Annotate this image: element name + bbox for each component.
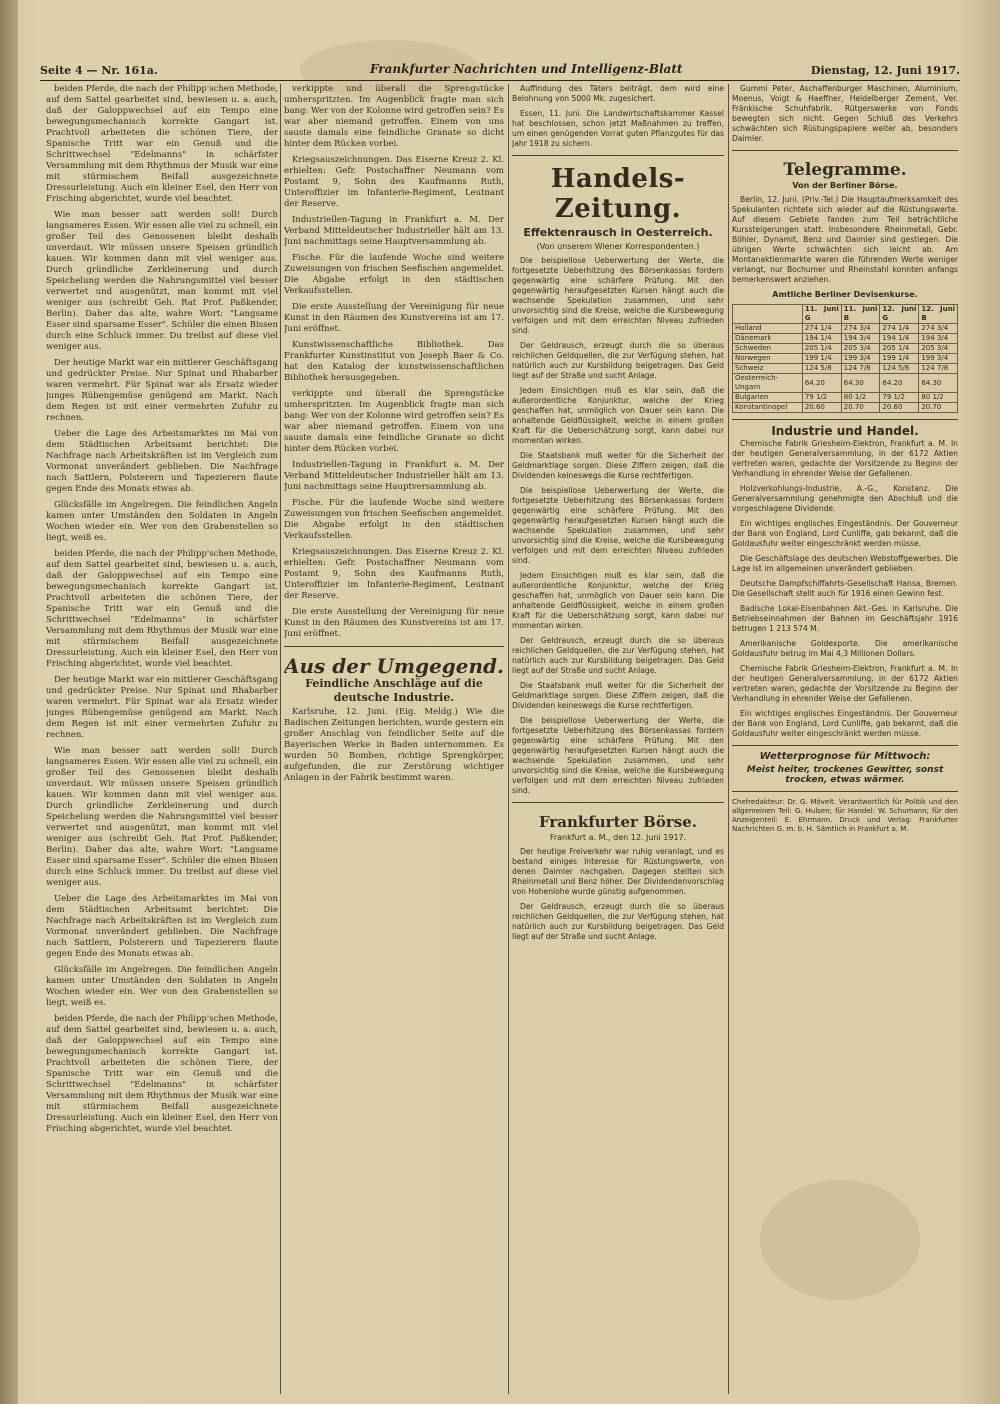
table-cell: 199 1/4 (880, 354, 919, 364)
section-divider (732, 745, 958, 746)
section-divider (732, 791, 958, 792)
article-paragraph: beiden Pferde, die nach der Philipp'schen Methode, auf dem Sattel gearbeitet sind, bewiesen u. a. auch, daß der Galoppwechsel auf ein Tempo eine bewegungsmechanisch korrekte Gangart ist. Prachtvoll arbeiteten die schönen Tiere, der Spanische Tritt war ein Genuß und die Schrittwechsel "Edelmanns" in schärfster Versammlung mit dem Rhythmus der Musik war eine mit stürmischem Beifall ausgezeichnete Dressurleistung. Auch ein kleiner Esel, den Herr von Frisching abgerichtet, wurde viel beachtet. (46, 549, 278, 669)
table-cell: 205 1/4 (802, 344, 841, 354)
article-paragraph: Der heutige Markt war ein mittlerer Geschäftsgang und gedrückter Preise. Nur Spinat und Rhabarber waren vermehrt. Für Spinat war als Ersatz wieder junges Rübengemüse genügend am Markt. Nach dem Regen ist mit einer vermehrten Zufuhr zu rechnen. (46, 358, 278, 423)
article-paragraph: verkippte und überall die Sprengstücke umherspritzten. Im Augenblick fragte man sich bang: Wer von der Kolonne wird getroffen sein? Es war aber niemand getroffen. Einem von uns sauste damals eine feindliche Granate so dicht hinter dem Rücken vorbei. (284, 84, 504, 149)
table-header-cell: 11. Juni B (841, 305, 880, 324)
section-divider (284, 646, 504, 647)
column-3 (512, 84, 724, 1396)
article-paragraph: Der Geldrausch, erzeugt durch die so überaus reichlichen Geldquellen, die zur Verfügung stehen, hat natürlich auch zur Kursbildung beigetragen. Das Geld liegt auf der Straße und sucht Anlage. (512, 902, 724, 941)
article-paragraph: beiden Pferde, die nach der Philipp'schen Methode, auf dem Sattel gearbeitet sind, bewiesen u. a. auch, daß der Galoppwechsel auf ein Tempo eine bewegungsmechanisch korrekte Gangart ist. Prachtvoll arbeiteten die schönen Tiere, der Spanische Tritt war ein Genuß und die Schrittwechsel "Edelmanns" in schärfster Versammlung mit dem Rhythmus der Musik war eine mit stürmischem Beifall ausgezeichnete Dressurleistung. Auch ein kleiner Esel, den Herr von Frisching abgerichtet, wurde viel beachtet. (46, 84, 278, 204)
article-paragraph: Die erste Ausstellung der Vereinigung für neue Kunst in den Räumen des Kunstvereins ist am 17. Juni eröffnet. (284, 607, 504, 639)
table-header-cell (733, 305, 803, 324)
table-cell: 205 1/4 (880, 344, 919, 354)
article-paragraph: Fische. Für die laufende Woche sind weitere Zuweisungen von frischen Seefischen angemeldet. Die Abgabe erfolgt in den städtischen Verkaufsstellen. (284, 253, 504, 296)
page-header (40, 58, 960, 81)
table-cell: 124 5/8 (802, 364, 841, 374)
column-rule (508, 84, 509, 1394)
book-spine (0, 0, 18, 1404)
column-rule (280, 84, 281, 1394)
article-paragraph: Wie man besser satt werden soll! Durch langsameres Essen. Wir essen alle viel zu schnell, ein großer Teil des Genossenen bleibt deshalb unverdaut. Wir müssen unsere Speisen gründlich kauen. Wir kommen dann mit viel weniger aus. Durch gründliche Zerkleinerung und durch Speichelung werden die Nahrungsmittel viel besser verwertet und ausgenützt, man kommt mit viel weniger aus (schreibt Geh. Rat Prof. Paßkender, Berlin). Daher das alte, wahre Wort: "Langsame Esser sind sparsame Esser". Schüler die einen Bissen durch eine Schluck immer. Du treibst auf diese viel weniger aus. (46, 210, 278, 352)
article-paragraph: Kriegsauszeichnungen. Das Eiserne Kreuz 2. Kl. erhielten: Gefr. Postschaffner Neumann vom Postamt 9, Sohn des Kaufmanns Ruth, Unteroffizier im Infanterie-Regiment, Leutnant der Reserve. (284, 547, 504, 601)
section-divider (512, 802, 724, 803)
byline: (Von unserem Wiener Korrespondenten.) (536, 242, 700, 251)
table-header-cell: 11. Juni G (802, 305, 841, 324)
table-cell: 80 1/2 (919, 393, 958, 403)
article-paragraph: Deutsche Dampfschiffahrts-Gesellschaft Hansa, Bremen. Die Gesellschaft stellt auch für 1916 einen Gewinn fest. (732, 579, 958, 598)
table-cell: Dänemark (733, 334, 803, 344)
article-paragraph: Fische. Für die laufende Woche sind weitere Zuweisungen von frischen Seefischen angemeldet. Die Abgabe erfolgt in den städtischen Verkaufsstellen. (284, 498, 504, 541)
weather-heading: Wetterprognose für Mittwoch: (759, 751, 931, 762)
table-cell: 64.30 (919, 374, 958, 393)
weather-forecast: Meist heiter, trockenes Gewitter, sonst trocken, etwas wärmer. (746, 765, 944, 785)
article-paragraph: Wie man besser satt werden soll! Durch langsameres Essen. Wir essen alle viel zu schnell, ein großer Teil des Genossenen bleibt deshalb unverdaut. Wir müssen unsere Speisen gründlich kauen. Wir kommen dann mit viel weniger aus. Durch gründliche Zerkleinerung und durch Speichelung werden die Nahrungsmittel viel besser verwertet und ausgenützt, man kommt mit viel weniger aus (schreibt Geh. Rat Prof. Paßkender, Berlin). Daher das alte, wahre Wort: "Langsame Esser sind sparsame Esser". Schüler die einen Bissen durch eine Schluck immer. Du treibst auf diese viel weniger aus. (46, 746, 278, 888)
table-cell: 199 3/4 (841, 354, 880, 364)
article-paragraph: Glücksfälle im Angelregen. Die feindlichen Angeln kamen unter Umständen den Soldaten in Angeln Wochen wieder ein. Wer von den Grabenstellen so liegt, weiß es. (46, 500, 278, 543)
table-cell: 199 3/4 (919, 354, 958, 364)
table-header-cell: 12. Juni B (919, 305, 958, 324)
table-cell: 199 1/4 (802, 354, 841, 364)
article-paragraph: Kriegsauszeichnungen. Das Eiserne Kreuz 2. Kl. erhielten: Gefr. Postschaffner Neumann vom Postamt 9, Sohn des Kaufmanns Ruth, Unteroffizier im Infanterie-Regiment, Leutnant der Reserve. (284, 155, 504, 209)
table-cell: Bulgarien (733, 393, 803, 403)
table-cell: 205 3/4 (919, 344, 958, 354)
article-paragraph: Gummi Peter, Aschaffenburger Maschinen, Aluminium, Moenus, Voigt & Haeffner, Heidelberger Zement, Ver. Fränkische Schuhfabrik. Rütgerswerke von Fonds bewegten sich nicht. Gegen Schluß des Verkehrs schwächten sich Rüstungspapiere weiter ab, besonders Daimler. (732, 84, 958, 143)
article-paragraph: beiden Pferde, die nach der Philipp'schen Methode, auf dem Sattel gearbeitet sind, bewiesen u. a. auch, daß der Galoppwechsel auf ein Tempo eine bewegungsmechanisch korrekte Gangart ist. Prachtvoll arbeiteten die schönen Tiere, der Spanische Tritt war ein Genuß und die Schrittwechsel "Edelmanns" in schärfster Versammlung mit dem Rhythmus der Musik war eine mit stürmischem Beifall ausgezeichnete Dressurleistung. Auch ein kleiner Esel, den Herr von Frisching abgerichtet, wurde viel beachtet. (46, 1014, 278, 1134)
table-header-row (733, 305, 958, 324)
table-cell: Oesterreich-Ungarn (733, 374, 803, 393)
table-cell: 79 1/2 (880, 393, 919, 403)
table-cell: 194 1/4 (802, 334, 841, 344)
table-cell: 194 3/4 (841, 334, 880, 344)
column-4 (732, 84, 958, 1396)
table-cell: 20.70 (919, 403, 958, 413)
article-headline: Feindliche Anschläge auf die deutsche Industrie. (305, 677, 483, 704)
article-paragraph: Der Geldrausch, erzeugt durch die so überaus reichlichen Geldquellen, die zur Verfügung stehen, hat natürlich auch zur Kursbildung beigetragen. Das Geld liegt auf der Straße und sucht Anlage. (512, 636, 724, 675)
table-cell: 194 3/4 (919, 334, 958, 344)
article-paragraph: Chemische Fabrik Griesheim-Elektron, Frankfurt a. M. In der heutigen Generalversammlung, in der 6172 Aktien vertreten waren, gedachte der Vorsitzende zu Beginn der Verhandlung in ehrender Weise der Gefallenen. (732, 439, 958, 478)
table-cell: Schweiz (733, 364, 803, 374)
table-row (733, 334, 958, 344)
article-paragraph: Essen, 11. Juni. Die Landwirtschaftskammer Kassel hat beschlossen, schon jetzt Maßnahmen zu treffen, um einen genügenden Vorrat guten Pflanzgutes für das Jahr 1918 zu sichern. (512, 109, 724, 148)
article-paragraph: Der Geldrausch, erzeugt durch die so überaus reichlichen Geldquellen, die zur Verfügung stehen, hat natürlich auch zur Kursbildung beigetragen. Das Geld liegt auf der Straße und sucht Anlage. (512, 341, 724, 380)
section-heading: Frankfurter Börse. (539, 813, 697, 831)
table-cell: 20.60 (880, 403, 919, 413)
table-cell: 79 1/2 (802, 393, 841, 403)
table-cell: Konstantinopel (733, 403, 803, 413)
article-paragraph: Jedem Einsichtigen muß es klar sein, daß die außerordentliche Konjunktur, welche der Krieg geschaffen hat, unmöglich von Dauer sein kann. Die anhaltende Geldflüssigkeit, welche in einem großen Kraft für die Ueberschätzung sorgt, kann dabei nur momentan wirken. (512, 571, 724, 630)
table-cell: 274 1/4 (802, 324, 841, 334)
table-title: Amtliche Berliner Devisenkurse. (772, 290, 918, 299)
article-paragraph: Jedem Einsichtigen muß es klar sein, daß die außerordentliche Konjunktur, welche der Krieg geschaffen hat, unmöglich von Dauer sein kann. Die anhaltende Geldflüssigkeit, welche in einem großen Kraft für die Ueberschätzung sorgt, kann dabei nur momentan wirken. (512, 386, 724, 445)
article-headline: Effektenrausch in Oesterreich. (523, 226, 713, 239)
article-paragraph: Auffindung des Täters beiträgt, dem wird eine Belohnung von 5000 Mk. zugesichert. (512, 84, 724, 103)
table-cell: 205 3/4 (841, 344, 880, 354)
table-row (733, 354, 958, 364)
article-paragraph: Die Staatsbank muß weiter für die Sicherheit der Geldmarktlage sorgen. Diese Ziffern zeigen, daß die Dividenden keineswegs die Kurse rechtfertigen. (512, 681, 724, 710)
imprint: Chefredakteur: Dr. G. Mövelt. Verantwortlich für Politik und den allgemeinen Teil: G. Hulsen; für Handel: W. Schumann; für den Anzeigenteil: E. Ehrmann. Druck und Verlag: Frankfurter Nachrichten G. m. b. H. Sämtlich in Frankfurt a. M. (732, 798, 958, 833)
article-paragraph: Die beispiellose Ueberwertung der Werte, die fortgesetzte Ueberhitzung des Börsenkassas fordern gegenwärtig eine schärfere Prüfung. Mit den gegenwärtig heraufgesetzten Kursen hängt auch die wachsende Spekulation zusammen, und sehr unvorsichtig sind die Kreise, welche die Kursbewegung verfolgen und mit dem erreichten Niveau zufrieden sind. (512, 716, 724, 795)
section-heading: Handels-Zeitung. (550, 164, 686, 224)
table-cell: 80 1/2 (841, 393, 880, 403)
table-cell: 274 3/4 (841, 324, 880, 334)
table-cell: 124 7/8 (919, 364, 958, 374)
article-paragraph: Industriellen-Tagung in Frankfurt a. M. Der Verband Mitteldeutscher Industrieller hält am 13. Juni nachmittags seine Hauptversammlung ab. (284, 460, 504, 492)
article-paragraph: Die Geschäftslage des deutschen Webstoffgewerbes. Die Lage ist im allgemeinen unverändert geblieben. (732, 554, 958, 573)
table-row (733, 374, 958, 393)
column-1 (46, 84, 278, 1396)
article-paragraph: Karlsruhe, 12. Juni. (Eig. Meldg.) Wie die Badischen Zeitungen berichten, wurde gestern ein großer Anschlag von feindlicher Seite auf die Bayerischen Werke in Baden unternommen. Es wurden 50 Bomben, richtige Sprengkörper, aufgefunden, die zur Zerstörung wichtiger Anlagen in der Fabrik bestimmt waren. (284, 707, 504, 783)
dateline: Frankfurt a. M., den 12. Juni 1917. (549, 833, 687, 842)
section-subheading: Von der Berliner Börse. (792, 181, 898, 190)
article-paragraph: Ein wichtiges englisches Eingeständnis. Der Gouverneur der Bank von England, Lord Cunliffe, gab bekannt, daß die Goldausfuhr weiter eingeschränkt werden müsse. (732, 519, 958, 548)
article-paragraph: Die beispiellose Ueberwertung der Werte, die fortgesetzte Ueberhitzung des Börsenkassas fordern gegenwärtig eine schärfere Prüfung. Mit den gegenwärtig heraufgesetzten Kursen hängt auch die wachsende Spekulation zusammen, und sehr unvorsichtig sind die Kreise, welche die Kursbewegung verfolgen und mit dem erreichten Niveau zufrieden sind. (512, 486, 724, 565)
table-row (733, 393, 958, 403)
section-heading: Industrie und Handel. (771, 424, 919, 438)
article-paragraph: Kunstwissenschaftliche Bibliothek. Das Frankfurter Kunstinstitut von Joseph Baer & Co. hat den Katalog der kunstwissenschaftlichen Bibliothek herausgegeben. (284, 340, 504, 383)
article-paragraph: Die erste Ausstellung der Vereinigung für neue Kunst in den Räumen des Kunstvereins ist am 17. Juni eröffnet. (284, 302, 504, 334)
section-divider (732, 419, 958, 420)
article-paragraph: Die Staatsbank muß weiter für die Sicherheit der Geldmarktlage sorgen. Diese Ziffern zeigen, daß die Dividenden keineswegs die Kurse rechtfertigen. (512, 451, 724, 480)
article-paragraph: Der heutige Markt war ein mittlerer Geschäftsgang und gedrückter Preise. Nur Spinat und Rhabarber waren vermehrt. Für Spinat war als Ersatz wieder junges Rübengemüse genügend am Markt. Nach dem Regen ist mit einer vermehrten Zufuhr zu rechnen. (46, 675, 278, 740)
section-divider (732, 150, 958, 151)
section-divider (512, 155, 724, 156)
column-rule (728, 84, 729, 1394)
exchange-rate-table (732, 304, 958, 413)
table-cell: 124 5/8 (880, 364, 919, 374)
article-paragraph: Badische Lokal-Eisenbahnen Akt.-Ges. in Karlsruhe. Die Betriebseinnahmen der Bahnen im Geschäftsjahr 1916 betrugen 1 213 574 M. (732, 604, 958, 633)
table-cell: 20.60 (802, 403, 841, 413)
article-paragraph: Amerikanische Goldexporte. Die amerikanische Goldausfuhr betrug im Mai 4,3 Millionen Dollars. (732, 639, 958, 658)
article-paragraph: Die beispiellose Ueberwertung der Werte, die fortgesetzte Ueberhitzung des Börsenkassas fordern gegenwärtig eine schärfere Prüfung. Mit den gegenwärtig heraufgesetzten Kursen hängt auch die wachsende Spekulation zusammen, und sehr unvorsichtig sind die Kreise, welche die Kursbewegung verfolgen und mit dem erreichten Niveau zufrieden sind. (512, 256, 724, 335)
section-heading: Aus der Umgegend. (284, 654, 504, 678)
article-paragraph: Berlin, 12. Juni. (Priv.-Tel.) Die Hauptaufmerksamkeit des Spekulanten richtete sich wieder auf die Rüstungswerte. Auf diesem Gebiete fanden zum Teil beträchtliche Kurssteigerungen statt. Insbesondere Rheinmetall, Gebr. Böhler, Dynamit, Benz und Daimler sind gestiegen. Die übrigen Werte schwächten sich leicht ab. Am Montanaktienmarkte waren die führenden Werte weniger verlangt, nur Bochumer und Rheinstahl konnten anfangs bemerkenswert anziehen. (732, 195, 958, 284)
article-paragraph: Chemische Fabrik Griesheim-Elektron, Frankfurt a. M. In der heutigen Generalversammlung, in der 6172 Aktien vertreten waren, gedachte der Vorsitzende zu Beginn der Verhandlung in ehrender Weise der Gefallenen. (732, 664, 958, 703)
table-row (733, 403, 958, 413)
section-heading: Telegramme. (783, 160, 907, 180)
article-paragraph: Ein wichtiges englisches Eingeständnis. Der Gouverneur der Bank von England, Lord Cunliffe, gab bekannt, daß die Goldausfuhr weiter eingeschränkt werden müsse. (732, 709, 958, 738)
masthead: Frankfurter Nachrichten und Intelligenz-Blatt (370, 62, 683, 76)
table-header-cell: 12. Juni G (880, 305, 919, 324)
issue-date: Dienstag, 12. Juni 1917. (810, 64, 960, 77)
table-cell: 64.20 (880, 374, 919, 393)
table-cell: 64.20 (802, 374, 841, 393)
article-paragraph: Industriellen-Tagung in Frankfurt a. M. Der Verband Mitteldeutscher Industrieller hält am 13. Juni nachmittags seine Hauptversammlung ab. (284, 215, 504, 247)
table-cell: Holland (733, 324, 803, 334)
table-cell: 194 1/4 (880, 334, 919, 344)
article-paragraph: Holzverkohlungs-Industrie, A.-G., Konstanz. Die Generalversammlung genehmigte den Abschluß und die vorgeschlagene Dividende. (732, 484, 958, 513)
article-paragraph: Der heutige Freiverkehr war ruhig veranlagt, und es bestand einiges Interesse für Rüstungswerte, von denen Daimler nachgaben. Dagegen stellten sich Rheinmetall und Benz höher. Der Dividendenvorschlag von Hohenlohe wurde günstig aufgenommen. (512, 847, 724, 896)
table-row (733, 364, 958, 374)
article-paragraph: Glücksfälle im Angelregen. Die feindlichen Angeln kamen unter Umständen den Soldaten in Angeln Wochen wieder ein. Wer von den Grabenstellen so liegt, weiß es. (46, 965, 278, 1008)
column-2 (284, 84, 504, 1396)
table-cell: 64.30 (841, 374, 880, 393)
table-cell: Norwegen (733, 354, 803, 364)
article-paragraph: Ueber die Lage des Arbeitsmarktes im Mai von dem Städtischen Arbeitsamt berichtet: Die Nachfrage nach Arbeitskräften ist im Vergleich zum Vormonat unverändert geblieben. Die Nachfrage nach Sattlern, Polsterern und Tapezierern flaute gegen Ende des Monats etwas ab. (46, 894, 278, 959)
table-cell: 20.70 (841, 403, 880, 413)
table-cell: 274 3/4 (919, 324, 958, 334)
table-cell: 124 7/8 (841, 364, 880, 374)
article-paragraph: verkippte und überall die Sprengstücke umherspritzten. Im Augenblick fragte man sich bang: Wer von der Kolonne wird getroffen sein? Es war aber niemand getroffen. Einem von uns sauste damals eine feindliche Granate so dicht hinter dem Rücken vorbei. (284, 389, 504, 454)
table-cell: Schweden (733, 344, 803, 354)
article-paragraph: Ueber die Lage des Arbeitsmarktes im Mai von dem Städtischen Arbeitsamt berichtet: Die Nachfrage nach Arbeitskräften ist im Vergleich zum Vormonat unverändert geblieben. Die Nachfrage nach Sattlern, Polsterern und Tapezierern flaute gegen Ende des Monats etwas ab. (46, 429, 278, 494)
table-row (733, 324, 958, 334)
table-row (733, 344, 958, 354)
table-cell: 274 1/4 (880, 324, 919, 334)
page-number: Seite 4 — Nr. 161a. (40, 64, 158, 77)
